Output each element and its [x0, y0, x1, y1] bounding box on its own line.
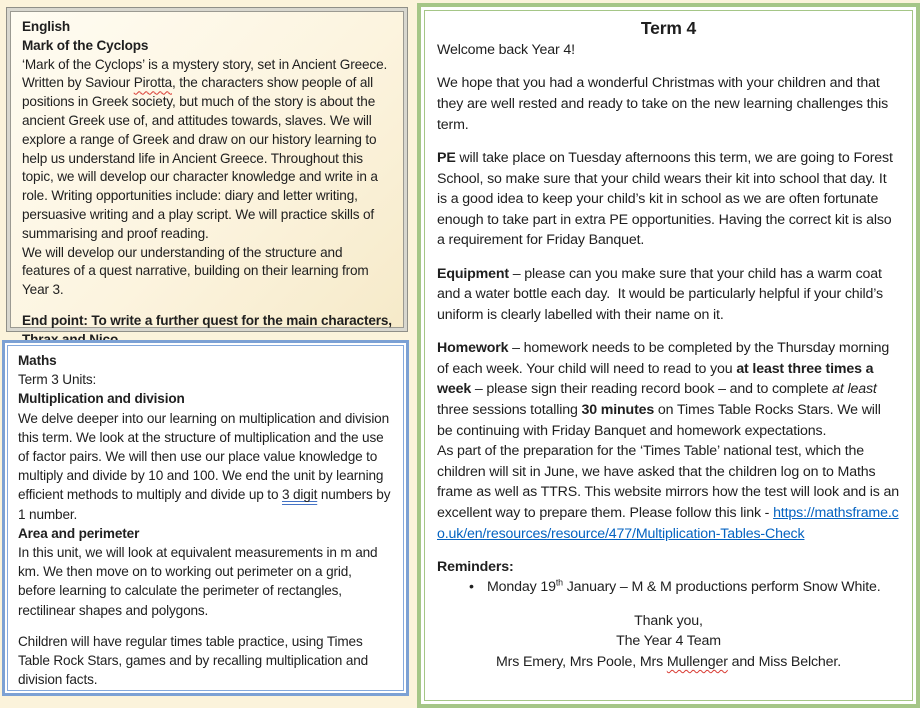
text-run: English	[22, 19, 71, 34]
text-run: The Year 4 Team	[616, 633, 721, 650]
text-line	[18, 632, 393, 690]
text-run: PE	[437, 149, 456, 166]
text-run: Equipment	[437, 265, 509, 282]
text-line	[437, 264, 900, 326]
text-line	[437, 148, 900, 251]
text-line	[18, 524, 393, 543]
term4-panel-content	[424, 10, 913, 701]
text-run: Welcome back Year 4!	[437, 42, 575, 58]
text-run: Maths	[18, 353, 57, 368]
text-run: – homework needs to be completed by the Thursday morning of each week. Your child will need to read to you	[437, 340, 893, 377]
text-line	[18, 543, 393, 620]
text-run: Mrs Emery, Mrs Poole, Mrs	[496, 654, 667, 671]
text-run: We delve deeper into our learning on multiplication and division this term. We look at the structure of multiplication and the use of factor pairs. We will then use our place value knowledge to multiply and divide by 10 and 100. We end the unit by learning efficient methods to multiply and divide up to	[18, 410, 393, 503]
text-run: Multiplication and division	[18, 391, 185, 407]
text-line	[437, 557, 900, 578]
panel-title	[437, 16, 900, 40]
text-run: on Times Table Rocks Stars. We will be continuing with Friday Banquet and homework expectations.	[437, 401, 885, 439]
text-line	[22, 300, 392, 312]
text-run: th	[555, 577, 563, 588]
text-line	[437, 61, 900, 74]
term4-panel	[417, 3, 920, 708]
text-run: Children will have regular times table practice, using Times Table Rock Stars, games and by recalling multiplication and division facts.	[18, 634, 372, 688]
text-run: Reminders:	[437, 558, 514, 575]
text-run: will take place on Tuesday afternoons this term, we are going to Forest School, so make sure that your child wears their kit into school that day. It is a good idea to keep your child’s kit in school as we are often fortunate enough to take part in extra PE opportunities. Having the correct kit is also a requirement for Friday Banquet.	[437, 149, 897, 249]
text-run: 3 digit	[281, 487, 318, 503]
bullet-item	[437, 577, 900, 598]
text-run: at least	[832, 381, 877, 398]
english-panel-content	[10, 11, 404, 328]
text-line	[437, 652, 900, 673]
text-run: three sessions totalling	[437, 381, 881, 418]
text-run: Mark of the Cyclops	[22, 37, 149, 53]
text-line	[22, 56, 392, 244]
text-run: – please sign their reading record book – and to complete	[471, 381, 833, 398]
text-line	[437, 40, 900, 61]
text-line	[437, 135, 900, 148]
text-run: Area and perimeter	[18, 525, 140, 541]
text-run: 30 minutes	[581, 401, 655, 418]
text-line	[18, 370, 393, 389]
text-run: Term 3 Units:	[18, 372, 97, 388]
text-line	[18, 389, 393, 408]
text-run: – please can you make sure that your child has a warm coat and a water bottle each day. It would be particularly helpful if your child’s uniform is clearly labelled with their name on it.	[437, 265, 887, 323]
maths-panel	[2, 340, 409, 696]
text-run: ‘Mark of the Cyclops’ is a mystery story, set in Ancient Greece. Written by Saviour	[22, 56, 391, 91]
text-run: Mullenger	[666, 654, 728, 671]
text-line	[437, 631, 900, 652]
hyperlink[interactable]: https://mathsframe.co.uk/en/resources/resource/477/Multiplication-Tables-Check	[437, 504, 899, 542]
text-run: Pirotta	[133, 75, 172, 91]
text-run: , the characters show people of all positions in Greek society, but much of the story is about the ancient Greek use of, and attitudes towards, slaves. We will explore a range of Greek and draw on our history learning to help us understand life in Ancient Greece. Throughout this topic, we will develop our character knowledge and write in a role. Writing opportunities include: diary and letter writing, persuasive writing and a play script. We will practice skills of summarising and proof reading.	[22, 75, 382, 241]
maths-panel-content	[7, 345, 404, 691]
text-line	[437, 544, 900, 557]
text-line	[22, 244, 392, 300]
text-run: As part of the preparation for the ‘Times Table’ national test, which the children will sit in June, we have asked that the children log on to Maths frame as well as TTRS. This website mirrors how the test will look and is an excellent way to prepare them. Please follow this link -	[437, 443, 903, 521]
text-run: and Miss Belcher.	[727, 654, 841, 671]
text-run: We hope that you had a wonderful Christmas with your children and that they are well rested and ready to take on the new learning challenges this term.	[437, 75, 892, 133]
text-run: We will develop our understanding of the structure and features of a quest narrative, building on their learning from Year 3.	[22, 244, 372, 298]
text-run: numbers by 1 number.	[18, 487, 395, 522]
text-line	[18, 409, 393, 524]
text-line	[22, 18, 392, 37]
text-run: January – M & M productions perform Snow White.	[562, 579, 881, 596]
text-line	[437, 611, 900, 632]
text-line	[18, 351, 393, 370]
english-panel	[6, 7, 408, 332]
text-line	[437, 325, 900, 338]
bullet-icon: •	[469, 579, 474, 596]
text-run: Thank you,	[634, 612, 703, 629]
text-run: Term 4	[640, 18, 697, 38]
text-line	[437, 251, 900, 264]
text-run: Monday 19	[487, 579, 556, 596]
text-line	[18, 620, 393, 632]
text-line	[437, 338, 900, 441]
text-line	[437, 441, 903, 544]
text-run: Homework	[437, 340, 509, 357]
text-line	[22, 37, 392, 56]
text-line	[437, 73, 900, 135]
text-run: End point: To write a further quest for the main characters,	[22, 313, 396, 329]
text-run: at least three times a week	[437, 360, 878, 398]
text-line	[437, 598, 900, 611]
text-run: In this unit, we will look at equivalent measurements in m and km. We then move on to working out perimeter on a grid, before learning to calculate the perimeter of rectangles, rectilinear shapes and polygons.	[18, 545, 382, 618]
